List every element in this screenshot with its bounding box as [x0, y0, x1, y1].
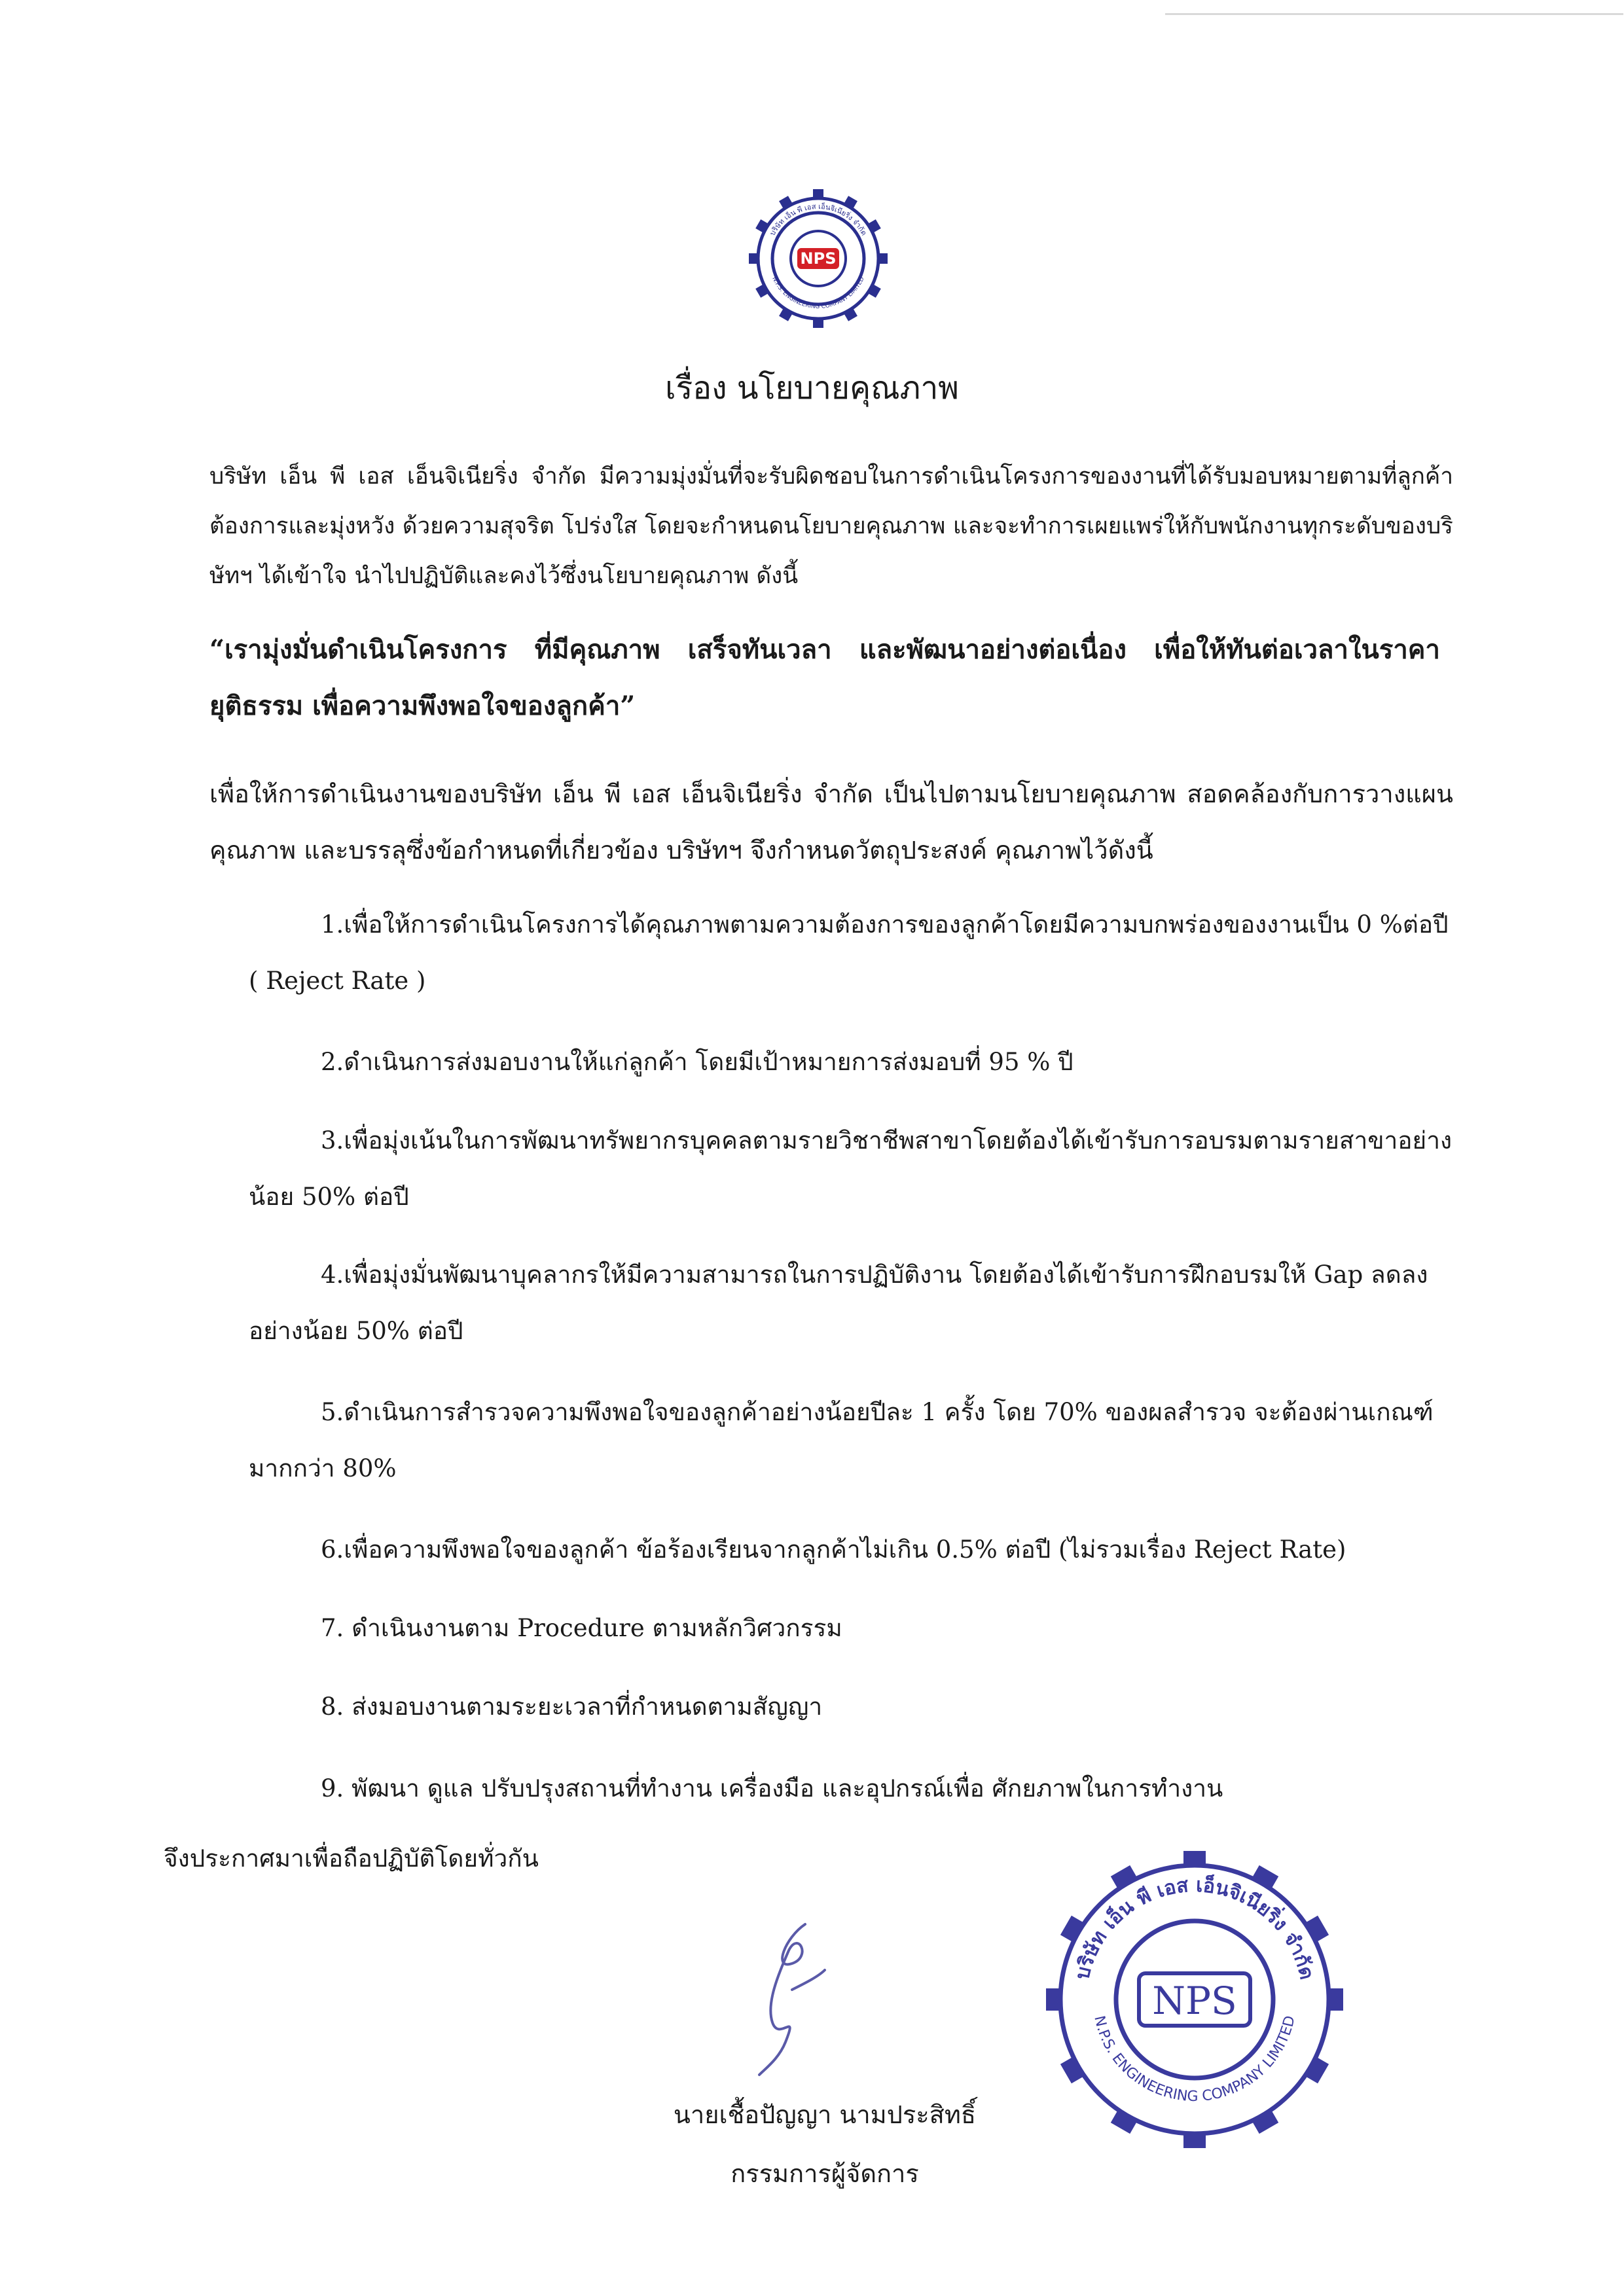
closing-statement: จึงประกาศมาเพื่อถือปฏิบัติโดยทั่วกัน	[164, 1844, 539, 1873]
objective-item: 9. พัฒนา ดูแล ปรับปรุงสถานที่ทำงาน เครื่องมือ และอุปกรณ์เพื่อ ศักยภาพในการทำงาน	[321, 1774, 1223, 1803]
stamp-ring-text-th: บริษัท เอ็น พี เอส เอ็นจิเนียริ่ง จำกัด	[1071, 1873, 1318, 1982]
gear-tooth	[868, 284, 881, 298]
gear-tooth	[1183, 1851, 1206, 1865]
signer-title: กรรมการผู้จัดการ	[731, 2159, 919, 2188]
gear-tooth	[844, 308, 857, 321]
gear-tooth	[1329, 1988, 1343, 2011]
gear-tooth	[749, 253, 758, 264]
stamp-brand-text: NPS	[1152, 1979, 1237, 2023]
document-title: เรื่อง นโยบายคุณภาพ	[665, 370, 959, 406]
gear-tooth	[779, 308, 793, 321]
objective-item: 8. ส่งมอบงานตามระยะเวลาที่กำหนดตามสัญญา	[321, 1693, 823, 1721]
objective-item: 3.เพื่อมุ่งเน้นในการพัฒนาทรัพยากรบุคคลตามรายวิชาชีพสาขาโดยต้องได้เข้ารับการอบรมตามรายสาขาอย่างน้อย 50% ต่อปี	[249, 1126, 1453, 1211]
stamp-ring-text-en: N.P.S. ENGINEERING COMPANY LIMITED	[1091, 2014, 1299, 2106]
company-stamp-icon	[1041, 1846, 1348, 2153]
gear-tooth	[1305, 1916, 1329, 1942]
gear-tooth	[813, 319, 823, 328]
gear-tooth	[878, 253, 888, 264]
signer-name: นายเชื้อปัญญา นามประสิทธิ์	[673, 2100, 977, 2129]
gear-tooth	[1111, 1865, 1137, 1889]
gear-tooth	[813, 189, 823, 198]
gear-tooth	[755, 284, 768, 298]
objective-item: 1.เพื่อให้การดำเนินโครงการได้คุณภาพตามความต้องการของลูกค้าโดยมีความบกพร่องของงานเป็น 0 %ต่อปี ( Reject Rate )	[249, 910, 1449, 995]
intro-paragraph: บริษัท เอ็น พี เอส เอ็นจิเนียริ่ง จำกัด มีความมุ่งมั่นที่จะรับผิดชอบในการดำเนินโครงการของงานที่ได้รับมอบหมายตามที่ลูกค้าต้องการและมุ่งหวัง ด้วยความสุจริต โปร่งใส โดยจะกำหนดนโยบายคุณภาพ และจะทำการเผยแพร่ให้กับพนักงานทุกระดับของบริษัทฯ ได้เข้าใจ นำไปปฏิบัติและคงไว้ซึ่งนโยบายคุณภาพ ดังนี้	[209, 463, 1453, 589]
objective-item: 2.ดำเนินการส่งมอบงานให้แก่ลูกค้า โดยมีเป้าหมายการส่งมอบที่ 95 % ปี	[321, 1048, 1074, 1076]
gear-tooth	[868, 219, 881, 233]
logo-ring-text-en: N.P.S. ENGINEERING COMPANY LIMITED	[770, 276, 866, 311]
policy-statement: “เรามุ่งมั่นดำเนินโครงการ ที่มีคุณภาพ เสร็จทันเวลา และพัฒนาอย่างต่อเนื่อง เพื่อให้ทันต่อเวลาในราคายุติธรรม เพื่อความพึงพอใจของลูกค้า”	[209, 634, 1440, 721]
gear-tooth	[779, 196, 793, 209]
gear-tooth	[1252, 1865, 1278, 1889]
gear-tooth	[755, 219, 768, 233]
signature-icon	[727, 1911, 844, 2081]
objective-item: 4.เพื่อมุ่งมั่นพัฒนาบุคลากรให้มีความสามารถในการปฏิบัติงาน โดยต้องได้เข้ารับการฝึกอบรมให้ Gap ลดลงอย่างน้อย 50% ต่อปี	[249, 1261, 1428, 1345]
gear-tooth	[844, 196, 857, 209]
gear-tooth	[1060, 2057, 1084, 2083]
gear-tooth	[1060, 1916, 1084, 1942]
logo-ring-text: บริษัท เอ็น พี เอส เอ็นจิเนียริ่ง จำกัด	[768, 202, 869, 238]
gear-tooth	[1183, 2134, 1206, 2148]
objectives-intro-paragraph: เพื่อให้การดำเนินงานของบริษัท เอ็น พี เอส เอ็นจิเนียริ่ง จำกัด เป็นไปตามนโยบายคุณภาพ สอดคล้องกับการวางแผนคุณภาพ และบรรลุซึ่งข้อกำหนดที่เกี่ยวข้อง บริษัทฯ จึงกำหนดวัตถุประสงค์ คุณภาพไว้ดังนี้	[209, 780, 1454, 865]
gear-tooth	[1305, 2057, 1329, 2083]
objective-item: 6.เพื่อความพึงพอใจของลูกค้า ข้อร้องเรียนจากลูกค้าไม่เกิน 0.5% ต่อปี (ไม่รวมเรื่อง Reject Rate)	[321, 1535, 1346, 1564]
top-edge-rule	[1165, 13, 1623, 15]
gear-tooth	[1046, 1988, 1060, 2011]
logo-brand-text: NPS	[800, 249, 837, 268]
gear-tooth	[1111, 2110, 1137, 2134]
objective-item: 5.ดำเนินการสำรวจความพึงพอใจของลูกค้าอย่างน้อยปีละ 1 ครั้ง โดย 70% ของผลสำรวจ จะต้องผ่านเกณฑ์มากกว่า 80%	[249, 1398, 1434, 1482]
company-logo-icon	[746, 187, 890, 331]
objective-item: 7. ดำเนินงานตาม Procedure ตามหลักวิศวกรรม	[321, 1614, 842, 1642]
gear-tooth	[1252, 2110, 1278, 2134]
